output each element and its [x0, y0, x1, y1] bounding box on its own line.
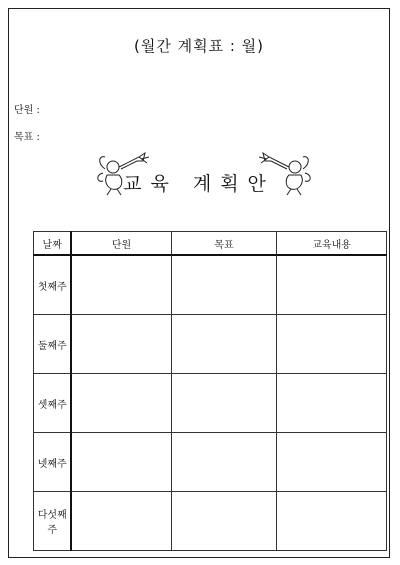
week-label: 첫째주: [34, 255, 72, 315]
table-header-row: [34, 232, 387, 256]
content-cell[interactable]: [277, 255, 387, 315]
page-title: (월간 계획표 : 월): [133, 37, 264, 55]
goal-cell[interactable]: [171, 374, 277, 433]
column-header-date: 날짜: [34, 232, 72, 256]
content-cell[interactable]: [277, 433, 387, 492]
content-cell[interactable]: [277, 492, 387, 551]
content-cell[interactable]: [277, 315, 387, 374]
column-header-unit: 단원: [71, 232, 171, 256]
content-cell[interactable]: [277, 374, 387, 433]
table-row: [34, 433, 387, 492]
goal-cell[interactable]: [171, 492, 277, 551]
goal-label: 목표 :: [14, 132, 40, 143]
week-label: 넷째주: [34, 433, 72, 492]
week-label: 셋째주: [34, 374, 72, 433]
table-row: [34, 492, 387, 551]
week-label: 다섯째주: [34, 492, 72, 551]
table-row: [34, 374, 387, 433]
table-row: [34, 315, 387, 374]
unit-label: 단원 :: [14, 105, 40, 116]
goal-cell[interactable]: [171, 433, 277, 492]
table-row: [34, 255, 387, 315]
planner-page: [8, 8, 390, 558]
goal-field: [14, 128, 40, 143]
unit-cell[interactable]: [71, 315, 171, 374]
section-heading: 교육 계획안: [123, 173, 275, 195]
angel-trumpet-right-icon: [257, 149, 313, 197]
unit-cell[interactable]: [71, 433, 171, 492]
column-header-content: 교육내용: [277, 232, 387, 256]
unit-cell[interactable]: [71, 374, 171, 433]
unit-field: [14, 101, 40, 116]
unit-cell[interactable]: [71, 492, 171, 551]
unit-cell[interactable]: [71, 255, 171, 315]
goal-cell[interactable]: [171, 255, 277, 315]
plan-table: [33, 231, 387, 551]
column-header-goal: 목표: [171, 232, 277, 256]
goal-cell[interactable]: [171, 315, 277, 374]
week-label: 둘째주: [34, 315, 72, 374]
